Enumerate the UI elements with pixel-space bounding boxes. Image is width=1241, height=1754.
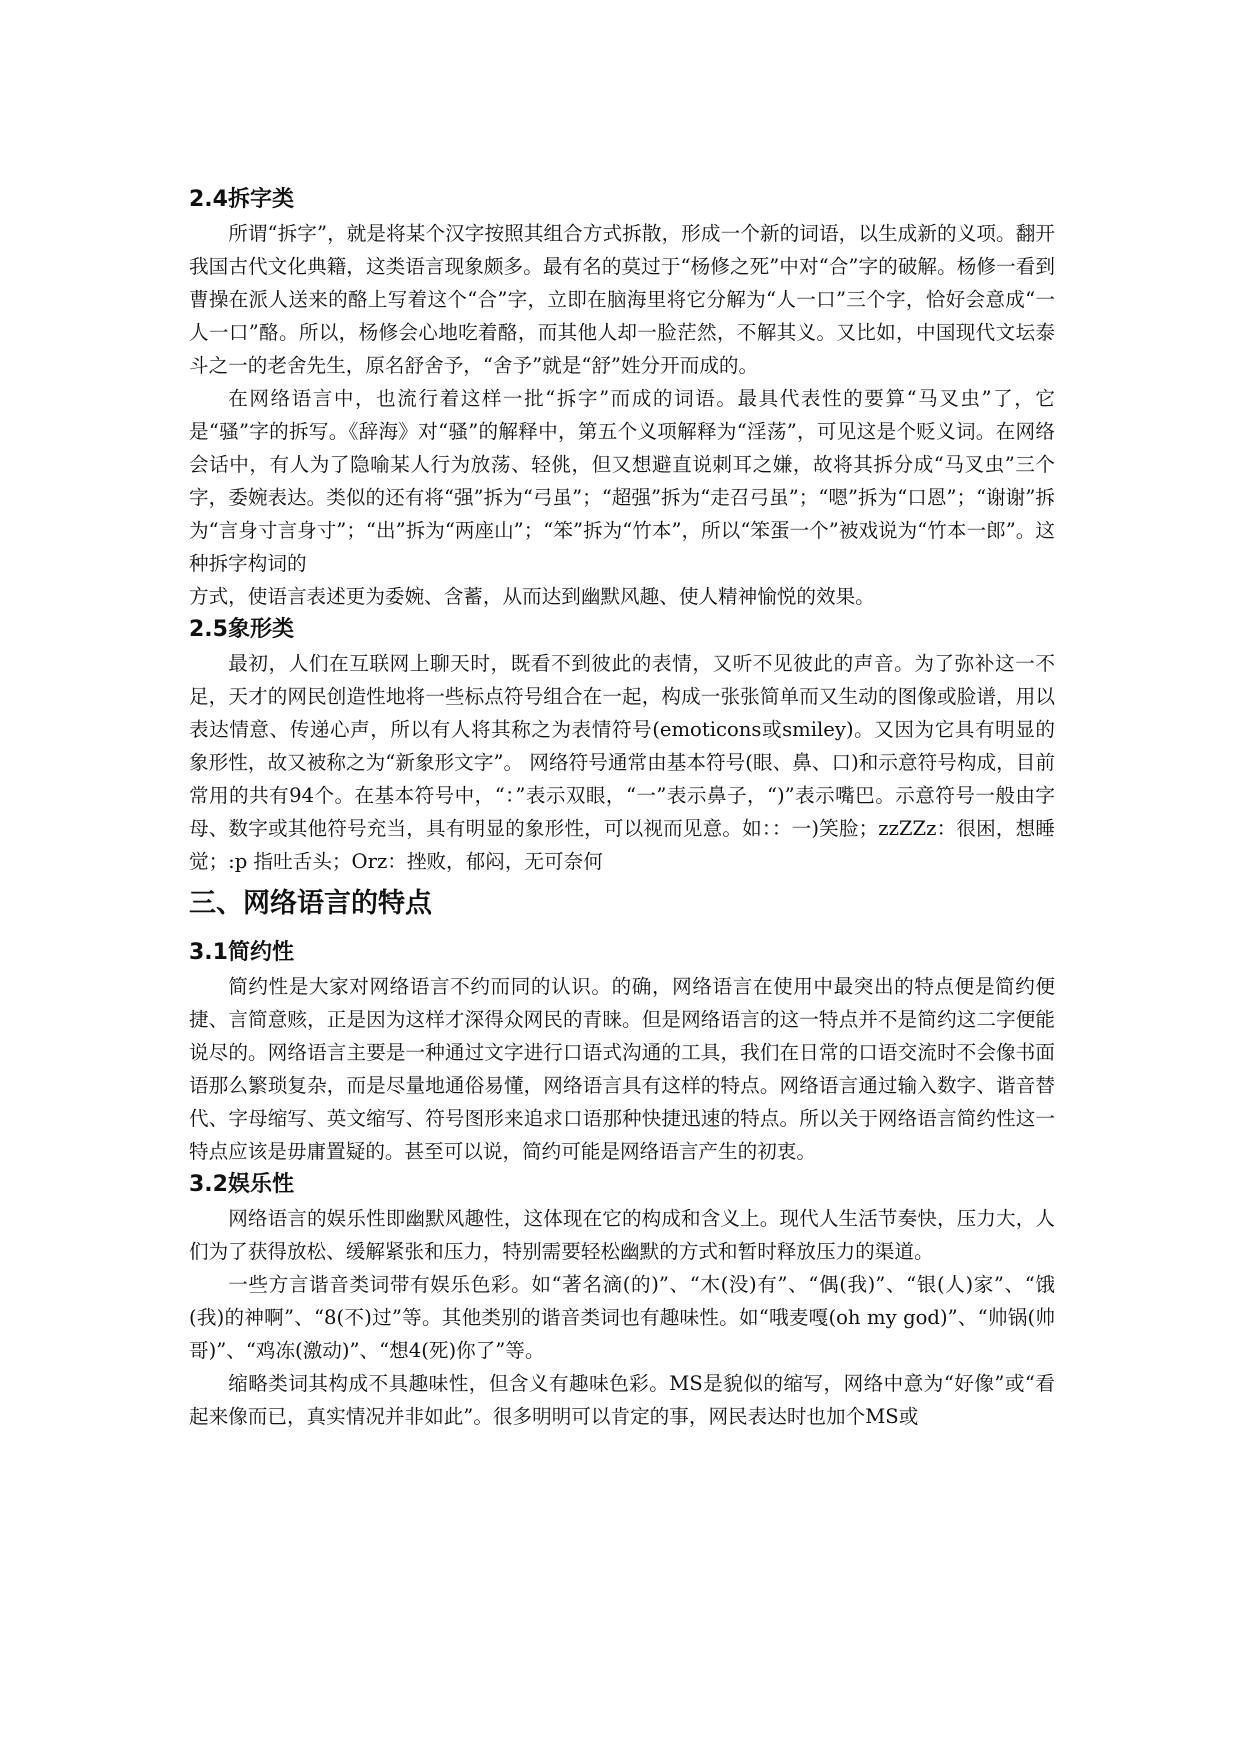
- document-page: [189, 183, 1055, 1433]
- paragraph: 简约性是大家对网络语言不约而同的认识。的确，网络语言在使用中最突出的特点便是简约便捷、言简意赅，正是因为这样才深得众网民的青睐。但是网络语言的这一特点并不是简约这二字便能说尽的。网络语言主要是一种通过文字进行口语式沟通的工具，我们在日常的口语交流时不会像书面语那么繁琐复杂，而是尽量地通俗易懂，网络语言具有这样的特点。网络语言通过输入数字、谐音替代、字母缩写、英文缩写、符号图形来追求口语那种快捷迅速的特点。所以关于网络语言简约性这一特点应该是毋庸置疑的。甚至可以说，简约可能是网络语言产生的初衷。: [189, 975, 1055, 1163]
- paragraph: 网络语言的娱乐性即幽默风趣性，这体现在它的构成和含义上。现代人生活节奏快，压力大，人们为了获得放松、缓解紧张和压力，特别需要轻松幽默的方式和暂时释放压力的渠道。: [189, 1207, 1055, 1263]
- chapter-heading-3: 三、网络语言的特点: [189, 888, 432, 919]
- section-heading-3-2: 3.2娱乐性: [189, 1172, 294, 1197]
- section-heading-2-5: 2.5象形类: [189, 617, 294, 642]
- section-heading-3-1: 3.1简约性: [189, 940, 294, 965]
- paragraph: 最初，人们在互联网上聊天时，既看不到彼此的表情，又听不见彼此的声音。为了弥补这一不足，天才的网民创造性地将一些标点符号组合在一起，构成一张张简单而又生动的图像或脸谱，用以表达情意、传递心声，所以有人将其称之为表情符号(emoticons或smiley)。又因为它具有明显的象形性，故又被称之为“新象形文字”。 网络符号通常由基本符号(眼、鼻、口)和示意符号构成，目前常用的共有94个。在基本符号中，“：”表示双眼，“一”表示鼻子，“)”表示嘴巴。示意符号一般由字母、数字或其他符号充当，具有明显的象形性，可以视而见意。如：：一)笑脸；zzZZz：很困，想睡觉；:p 指吐舌头；Orz：挫败，郁闷，无可奈何: [189, 652, 1055, 873]
- paragraph: 一些方言谐音类词带有娱乐色彩。如“著名滴(的)”、“木(没)有”、“偶(我)”、“银(人)家”、“饿(我)的神啊”、“8(不)过”等。其他类别的谐音类词也有趣味性。如“哦麦嘎(oh my god)”、“帅锅(帅哥)”、“鸡冻(激动)”、“想4(死)你了”等。: [189, 1273, 1055, 1362]
- paragraph: 所谓“拆字”，就是将某个汉字按照其组合方式拆散，形成一个新的词语，以生成新的义项。翻开我国古代文化典籍，这类语言现象颇多。最有名的莫过于“杨修之死”中对“合”字的破解。杨修一看到曹操在派人送来的酪上写着这个“合”字，立即在脑海里将它分解为“人一口”三个字，恰好会意成“一人一口”酪。所以，杨修会心地吃着酪，而其他人却一脸茫然，不解其义。又比如，中国现代文坛泰斗之一的老舍先生，原名舒舍予，“舍予”就是“舒”姓分开而成的。: [189, 222, 1055, 377]
- paragraph: 缩略类词其构成不具趣味性，但含义有趣味色彩。MS是貌似的缩写，网络中意为“好像”或“看起来像而已，真实情况并非如此”。很多明明可以肯定的事，网民表达时也加个MS或: [189, 1372, 1055, 1428]
- paragraph: 在网络语言中，也流行着这样一批“拆字”而成的词语。最具代表性的要算“马叉虫”了，它是“骚”字的拆写。《辞海》对“骚”的解释中，第五个义项解释为“淫荡”，可见这是个贬义词。在网络会话中，有人为了隐喻某人行为放荡、轻佻，但又想避直说刺耳之嫌，故将其拆分成“马叉虫”三个字，委婉表达。类似的还有将“强”拆为“弓虽”；“超强”拆为“走召弓虽”；“嗯”拆为“口恩”；“谢谢”拆为“言身寸言身寸”；“出”拆为“两座山”；“笨”拆为“竹本”，所以“笨蛋一个”被戏说为“竹本一郎”。这种拆字构词的: [189, 387, 1055, 575]
- paragraph-continuation: 方式，使语言表述更为委婉、含蓄，从而达到幽默风趣、使人精神愉悦的效果。: [189, 585, 875, 608]
- section-heading-2-4: 2.4拆字类: [189, 187, 294, 212]
